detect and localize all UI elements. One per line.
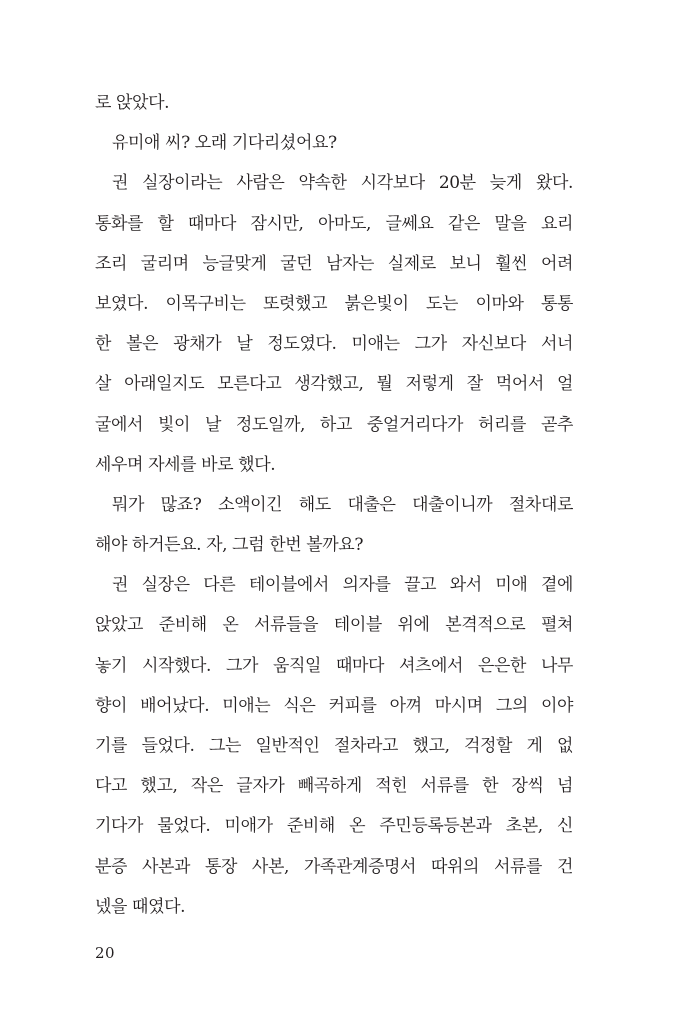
text-line: 권 실장이라는 사람은 약속한 시각보다 20분 늦게 왔다. [112,173,573,194]
text-line: 유미애 씨? 오래 기다리셨어요? [112,133,337,154]
text-line: 놓기 시작했다. 그가 움직일 때마다 셔츠에서 은은한 나무 [95,655,573,676]
text-line: 분증 사본과 통장 사본, 가족관계증명서 따위의 서류를 건 [95,856,573,877]
text-line: 향이 배어났다. 미애는 식은 커피를 아껴 마시며 그의 이야 [95,695,573,716]
text-line: 로 앉았다. [95,93,170,113]
text-line: 앉았고 준비해 온 서류들을 테이블 위에 본격적으로 펼쳐 [95,615,573,636]
text-line: 굴에서 빛이 날 정도일까, 하고 중얼거리다가 허리를 곧추 [95,414,573,435]
text-line: 뭐가 많죠? 소액이긴 해도 대출은 대출이니까 절차대로 [112,494,573,515]
text-line: 해야 하거든요. 자, 그럼 한번 볼까요? [95,535,364,556]
text-line: 한 볼은 광채가 날 정도였다. 미애는 그가 자신보다 서너 [95,334,573,355]
text-line: 권 실장은 다른 테이블에서 의자를 끌고 와서 미애 곁에 [112,575,573,596]
body-text [95,83,573,927]
text-line: 기다가 물었다. 미애가 준비해 온 주민등록등본과 초본, 신 [95,816,573,837]
page-number: 20 [95,944,116,962]
text-line: 조리 굴리며 능글맞게 굴던 남자는 실제로 보니 훨씬 어려 [95,253,573,274]
text-line: 기를 들었다. 그는 일반적인 절차라고 했고, 걱정할 게 없 [95,736,573,756]
text-line: 넸을 때였다. [95,896,186,917]
text-line: 보였다. 이목구비는 또렷했고 붉은빛이 도는 이마와 통통 [95,293,573,314]
text-line: 통화를 할 때마다 잠시만, 아마도, 글쎄요 같은 말을 요리 [95,213,573,234]
text-line: 다고 했고, 작은 글자가 빼곡하게 적힌 서류를 한 장씩 넘 [95,776,573,797]
text-line: 살 아래일지도 모른다고 생각했고, 뭘 저렇게 잘 먹어서 얼 [95,374,573,395]
text-line: 세우며 자세를 바로 했다. [95,454,276,475]
